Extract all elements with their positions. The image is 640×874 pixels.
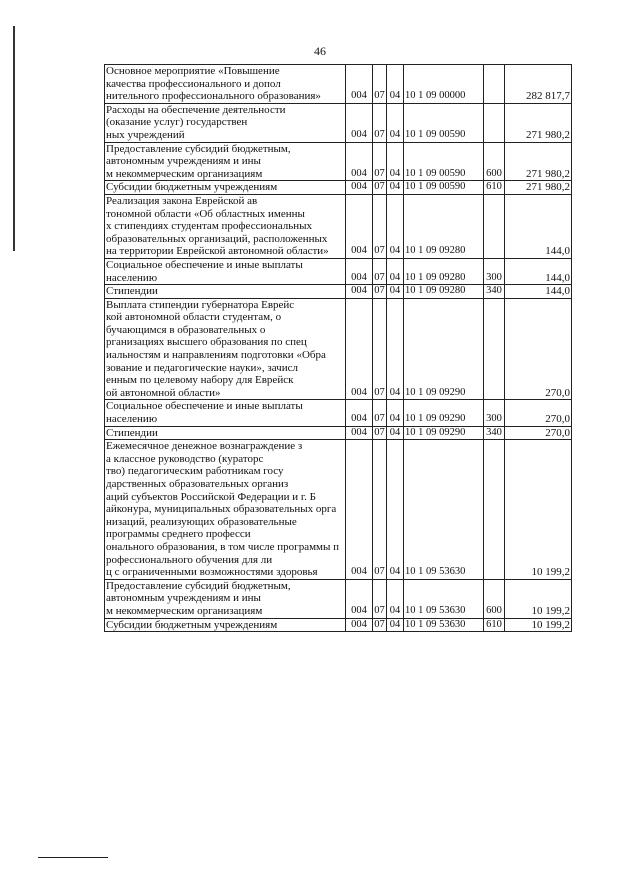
left-margin-rule	[13, 26, 15, 251]
row-ministry-code: 004	[346, 103, 373, 142]
row-expense-code	[484, 103, 505, 142]
row-name: Основное мероприятие «Повышение качества профессионального и допол нительного профессионального образования»	[105, 65, 346, 104]
row-subsection-code: 04	[387, 194, 404, 258]
table-row	[105, 142, 572, 181]
table-row	[105, 65, 572, 104]
row-name: Социальное обеспечение и иные выплаты населению	[105, 258, 346, 284]
row-ministry-code: 004	[346, 579, 373, 618]
row-expense-code: 300	[484, 258, 505, 284]
row-subsection-code: 04	[387, 298, 404, 400]
row-name: Предоставление субсидий бюджетным, автономным учреждениям и ины м некоммерческим организациям	[105, 142, 346, 181]
row-subsection-code: 04	[387, 426, 404, 440]
row-subsection-code: 04	[387, 181, 404, 195]
row-amount: 271 980,2	[505, 103, 572, 142]
row-subsection-code: 04	[387, 400, 404, 426]
row-target-code: 10 1 09 09290	[404, 426, 484, 440]
row-subsection-code: 04	[387, 103, 404, 142]
row-target-code: 10 1 09 09280	[404, 258, 484, 284]
row-ministry-code: 004	[346, 194, 373, 258]
row-target-code: 10 1 09 09280	[404, 285, 484, 299]
table-row	[105, 181, 572, 195]
row-target-code: 10 1 09 53630	[404, 579, 484, 618]
table-row	[105, 285, 572, 299]
row-subsection-code: 04	[387, 142, 404, 181]
row-section-code: 07	[373, 194, 387, 258]
table-row	[105, 400, 572, 426]
row-name: Субсидии бюджетным учреждениям	[105, 181, 346, 195]
row-section-code: 07	[373, 298, 387, 400]
table-row	[105, 618, 572, 632]
row-expense-code	[484, 440, 505, 580]
row-name: Стипендии	[105, 285, 346, 299]
row-target-code: 10 1 09 09290	[404, 400, 484, 426]
row-target-code: 10 1 09 09280	[404, 194, 484, 258]
budget-table	[104, 64, 572, 632]
row-name: Субсидии бюджетным учреждениям	[105, 618, 346, 632]
row-amount: 282 817,7	[505, 65, 572, 104]
row-section-code: 07	[373, 103, 387, 142]
table-row	[105, 426, 572, 440]
row-expense-code: 610	[484, 181, 505, 195]
table-row	[105, 258, 572, 284]
row-section-code: 07	[373, 426, 387, 440]
row-section-code: 07	[373, 181, 387, 195]
row-section-code: 07	[373, 65, 387, 104]
row-target-code: 10 1 09 00590	[404, 181, 484, 195]
row-target-code: 10 1 09 53630	[404, 618, 484, 632]
row-subsection-code: 04	[387, 258, 404, 284]
row-amount: 144,0	[505, 285, 572, 299]
row-section-code: 07	[373, 440, 387, 580]
row-ministry-code: 004	[346, 440, 373, 580]
row-subsection-code: 04	[387, 285, 404, 299]
row-amount: 10 199,2	[505, 440, 572, 580]
row-subsection-code: 04	[387, 65, 404, 104]
row-amount: 270,0	[505, 400, 572, 426]
table-row	[105, 194, 572, 258]
row-expense-code	[484, 65, 505, 104]
row-target-code: 10 1 09 09290	[404, 298, 484, 400]
row-expense-code	[484, 194, 505, 258]
row-target-code: 10 1 09 00590	[404, 142, 484, 181]
page-number: 46	[314, 44, 326, 58]
row-section-code: 07	[373, 285, 387, 299]
row-section-code: 07	[373, 618, 387, 632]
row-expense-code: 610	[484, 618, 505, 632]
row-ministry-code: 004	[346, 258, 373, 284]
row-target-code: 10 1 09 00590	[404, 103, 484, 142]
table-row	[105, 440, 572, 580]
row-name: Выплата стипендии губернатора Еврейс кой автономной области студентам, о бучающимся в образовательных о рганизациях высшего образования по спец иальностям и направлениям подготовки «Обра зование и педагогические науки», зачисл енным по целевому набору для Еврейск ой автономной области»	[105, 298, 346, 400]
row-ministry-code: 004	[346, 285, 373, 299]
row-expense-code: 600	[484, 579, 505, 618]
row-ministry-code: 004	[346, 298, 373, 400]
row-expense-code: 300	[484, 400, 505, 426]
row-amount: 10 199,2	[505, 618, 572, 632]
row-ministry-code: 004	[346, 65, 373, 104]
footnote-rule	[38, 857, 108, 858]
row-target-code: 10 1 09 53630	[404, 440, 484, 580]
row-section-code: 07	[373, 142, 387, 181]
row-ministry-code: 004	[346, 618, 373, 632]
row-amount: 270,0	[505, 426, 572, 440]
table-row	[105, 579, 572, 618]
row-ministry-code: 004	[346, 400, 373, 426]
row-name: Социальное обеспечение и иные выплаты населению	[105, 400, 346, 426]
row-ministry-code: 004	[346, 181, 373, 195]
row-section-code: 07	[373, 579, 387, 618]
row-amount: 144,0	[505, 194, 572, 258]
row-name: Расходы на обеспечение деятельности (оказание услуг) государствен ных учреждений	[105, 103, 346, 142]
row-expense-code: 340	[484, 285, 505, 299]
row-target-code: 10 1 09 00000	[404, 65, 484, 104]
row-amount: 10 199,2	[505, 579, 572, 618]
table-row	[105, 103, 572, 142]
row-section-code: 07	[373, 258, 387, 284]
row-subsection-code: 04	[387, 579, 404, 618]
row-name: Реализация закона Еврейской ав тономной области «Об областных именны х стипендиях студентам профессиональных образовательных организаций, расположенных на территории Еврейской автономной области»	[105, 194, 346, 258]
row-subsection-code: 04	[387, 440, 404, 580]
row-subsection-code: 04	[387, 618, 404, 632]
row-amount: 144,0	[505, 258, 572, 284]
row-ministry-code: 004	[346, 142, 373, 181]
table-row	[105, 298, 572, 400]
row-ministry-code: 004	[346, 426, 373, 440]
row-expense-code	[484, 298, 505, 400]
row-section-code: 07	[373, 400, 387, 426]
row-name: Стипендии	[105, 426, 346, 440]
row-expense-code: 340	[484, 426, 505, 440]
row-expense-code: 600	[484, 142, 505, 181]
row-amount: 271 980,2	[505, 142, 572, 181]
row-amount: 271 980,2	[505, 181, 572, 195]
row-name: Предоставление субсидий бюджетным, автономным учреждениям и ины м некоммерческим организациям	[105, 579, 346, 618]
row-name: Ежемесячное денежное вознаграждение з а классное руководство (кураторс тво) педагогическим работникам госу дарственных образовательных организ аций субъектов Российской Федерации и г. Б айконура, муниципальных образовательных орга низаций, реализующих образовательные программы среднего професси онального образования, в том числе программы п рофессионального обучения для ли ц с ограниченными возможностями здоровья	[105, 440, 346, 580]
row-amount: 270,0	[505, 298, 572, 400]
